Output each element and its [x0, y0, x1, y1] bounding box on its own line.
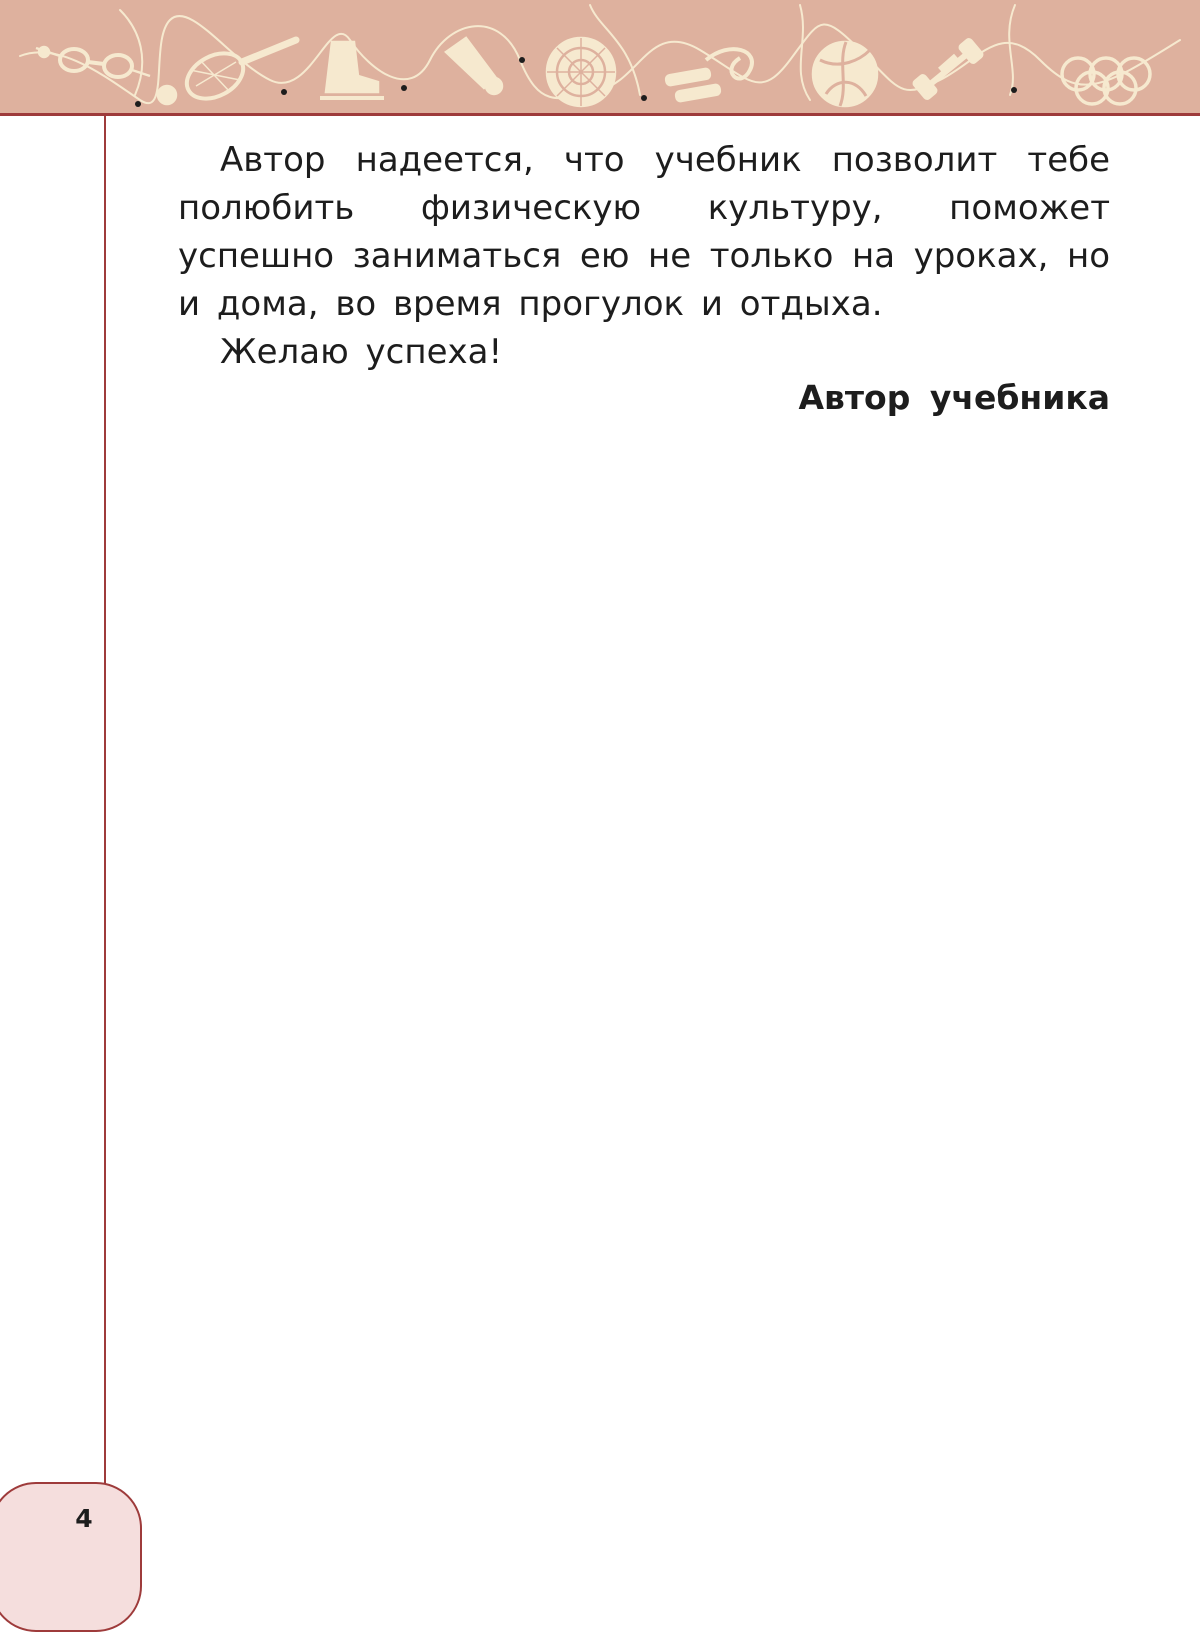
- banner-string: [120, 10, 142, 95]
- shuttlecock-icon: [446, 38, 502, 94]
- letter-closing: Желаю успеха!: [220, 332, 503, 372]
- page-number-tab: [0, 1482, 142, 1632]
- dartboard-icon: [547, 38, 615, 106]
- ice-skate-icon: [320, 42, 384, 98]
- swim-goggles-icon: [36, 47, 150, 77]
- string-knot: [641, 95, 647, 101]
- string-knot: [401, 85, 407, 91]
- tennis-ball-icon: [158, 86, 176, 104]
- string-knot: [519, 57, 525, 63]
- string-knot: [1011, 87, 1017, 93]
- page-number: 4: [75, 1504, 93, 1533]
- dumbbells-icon: [913, 38, 984, 100]
- banner-string: [800, 5, 810, 100]
- letter-body: [178, 136, 1110, 376]
- string-knot: [281, 89, 287, 95]
- string-knot: [135, 101, 141, 107]
- page-margin-line: [104, 116, 106, 1604]
- banner-string: [1009, 5, 1015, 95]
- olympic-rings-icon: [1062, 58, 1150, 104]
- letter-paragraph: Автор надеется, что учебник позволит тебе полюбить физическую культуру, поможет успешно заниматься ею не только на уроках, но и дома, во время прогулок и отдыха.: [178, 140, 1110, 324]
- sports-banner-art: [0, 0, 1200, 116]
- sports-banner: [0, 0, 1200, 116]
- volleyball-icon: [813, 42, 877, 106]
- letter-signature: Автор учебника: [798, 378, 1110, 417]
- tennis-racket-icon: [179, 40, 296, 108]
